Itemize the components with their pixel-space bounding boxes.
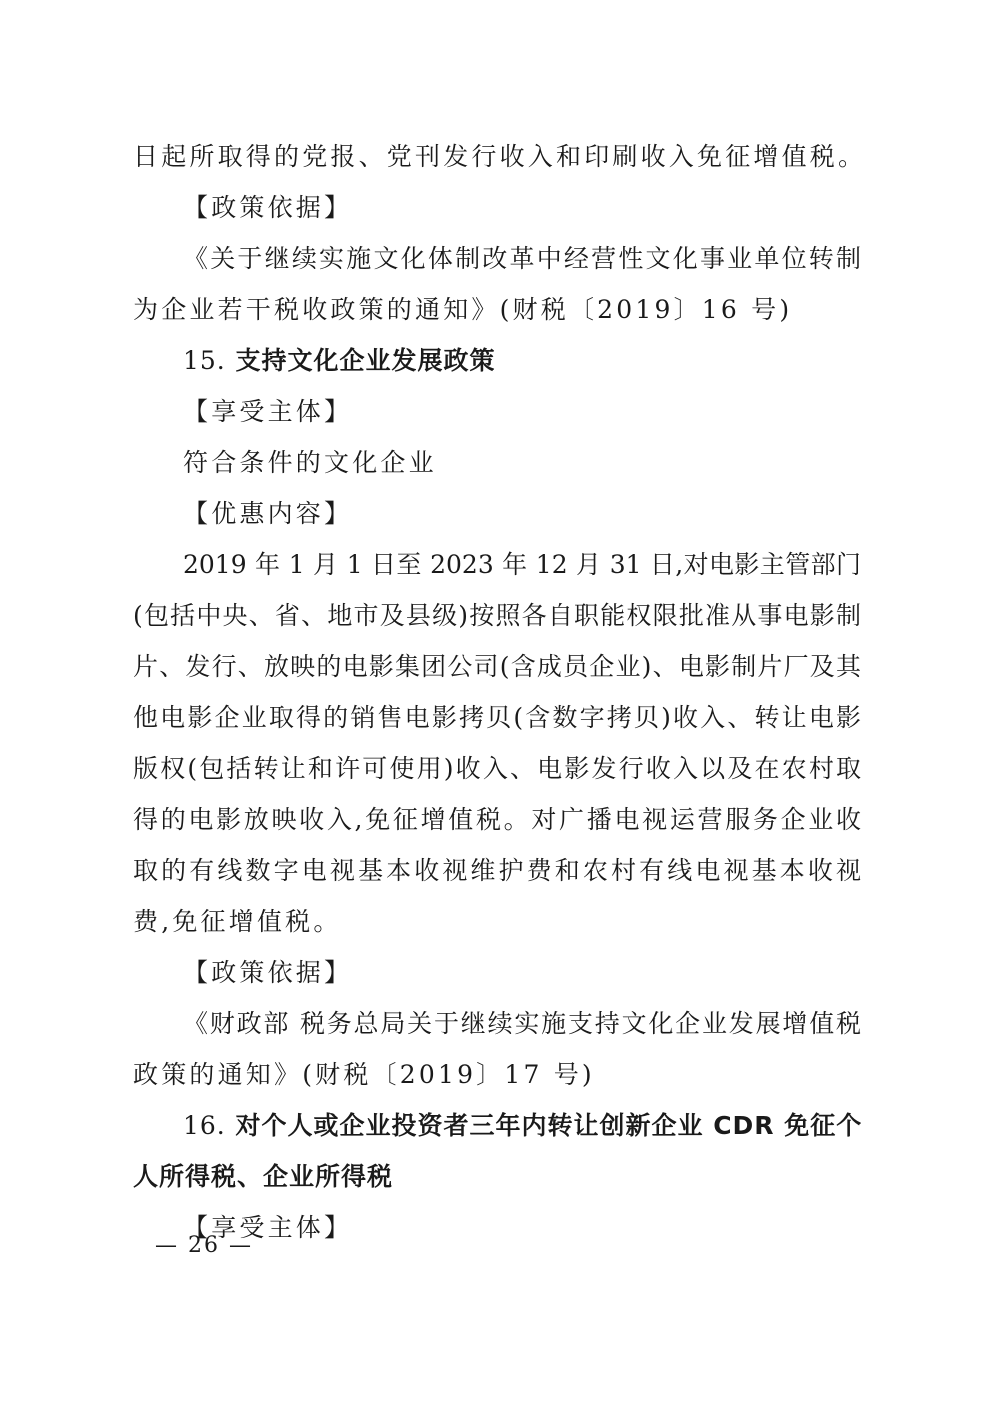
heading-title: 支持文化企业发展政策	[235, 346, 496, 375]
heading-title: 对个人或企业投资者三年内转让创新企业 CDR 免征个	[235, 1111, 863, 1140]
heading-number: 16.	[183, 1111, 226, 1140]
paragraph-line: 片、发行、放映的电影集团公司(含成员企业)、电影制片厂及其	[133, 652, 861, 681]
section-label: 【政策依据】	[183, 193, 353, 222]
page-number: — 26 —	[155, 1233, 253, 1258]
paragraph-line: 他电影企业取得的销售电影拷贝(含数字拷贝)收入、转让电影	[133, 703, 861, 732]
section-label: 【享受主体】	[183, 397, 353, 426]
section-label: 【优惠内容】	[183, 499, 353, 528]
paragraph-line: 费,免征增值税。	[133, 907, 342, 936]
paragraph-line: 得的电影放映收入,免征增值税。对广播电视运营服务企业收	[133, 805, 861, 834]
section-heading-16-continued: 人所得税、企业所得税	[133, 1162, 394, 1191]
paragraph-line: 为企业若干税收政策的通知》(财税〔2019〕16 号)	[133, 295, 793, 324]
heading-number: 15.	[183, 346, 226, 375]
paragraph-line: 《财政部 税务总局关于继续实施支持文化企业发展增值税	[183, 1009, 861, 1038]
paragraph-line: 日起所取得的党报、党刊发行收入和印刷收入免征增值税。	[133, 142, 867, 171]
paragraph-line: 版权(包括转让和许可使用)收入、电影发行收入以及在农村取	[133, 754, 861, 783]
section-label: 【享受主体】	[183, 1213, 353, 1242]
paragraph-line: 2019 年 1 月 1 日至 2023 年 12 月 31 日,对电影主管部门	[183, 550, 861, 579]
paragraph-line: 政策的通知》(财税〔2019〕17 号)	[133, 1060, 595, 1089]
section-heading-16	[183, 1110, 861, 1142]
paragraph-line: 《关于继续实施文化体制改革中经营性文化事业单位转制	[183, 244, 861, 273]
section-label: 【政策依据】	[183, 958, 353, 987]
section-heading-15	[183, 345, 861, 377]
paragraph-line: 取的有线数字电视基本收视维护费和农村有线电视基本收视	[133, 856, 861, 885]
paragraph-line: 符合条件的文化企业	[183, 448, 437, 477]
paragraph-line: (包括中央、省、地市及县级)按照各自职能权限批准从事电影制	[133, 601, 861, 630]
